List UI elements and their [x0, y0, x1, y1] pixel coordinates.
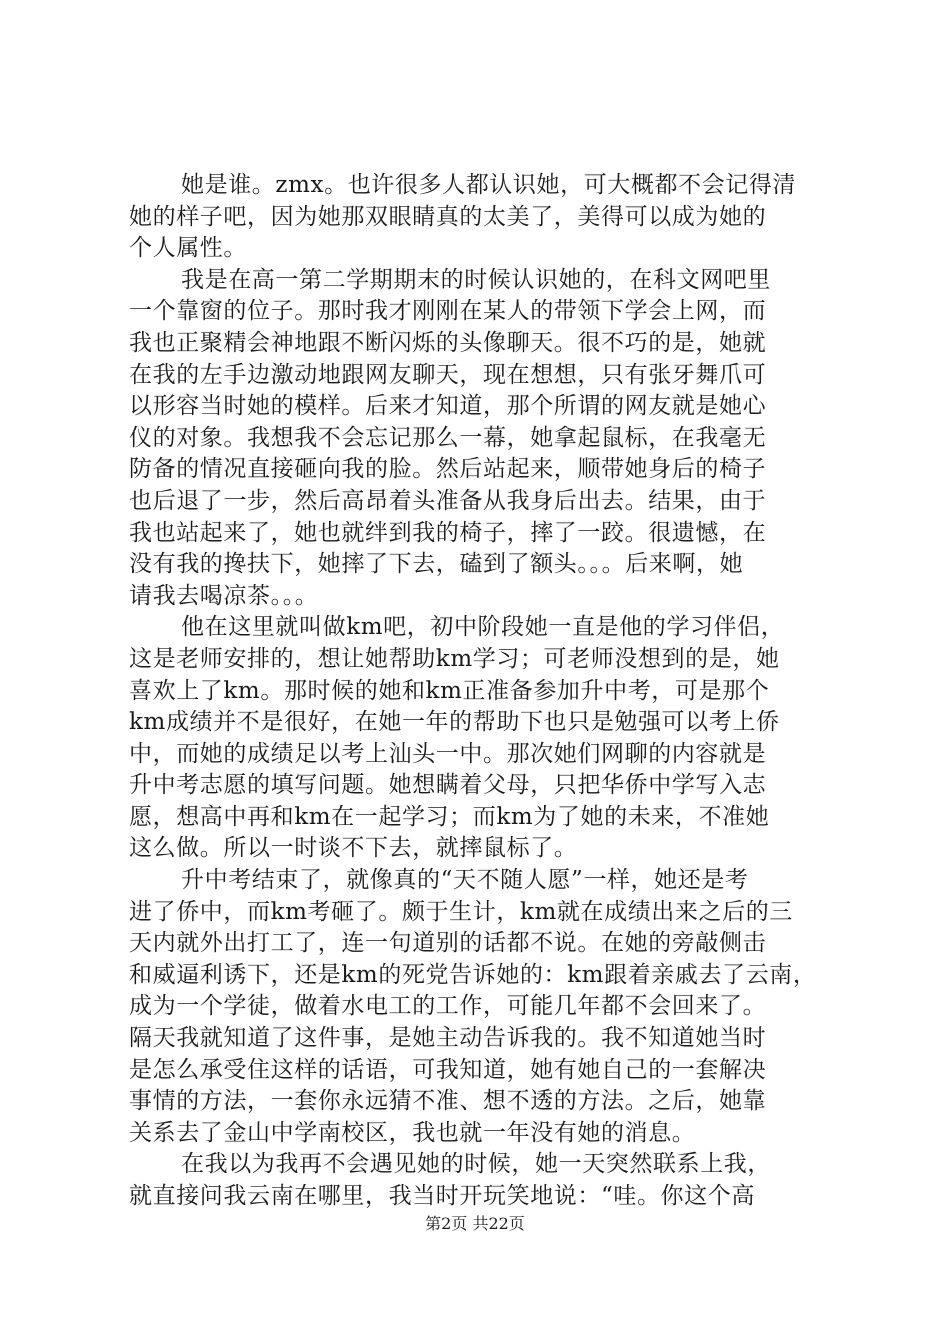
text-line: 中，而她的成绩足以考上汕头一中。那次她们网聊的内容就是: [129, 740, 767, 767]
text-line: 以形容当时她的模样。后来才知道，那个所谓的网友就是她心: [129, 393, 767, 420]
text-line: 我是在高一第二学期期末的时候认识她的，在科文网吧里: [181, 266, 771, 293]
text-line: 事情的方法，一套你永远猜不准、想不透的方法。之后，她靠: [129, 1088, 767, 1115]
text-line: 隔天我就知道了这件事，是她主动告诉我的。我不知道她当时: [129, 1025, 767, 1052]
text-line: 这是老师安排的，想让她帮助km学习；可老师没想到的是，她: [129, 645, 780, 672]
text-line: 是怎么承受住这样的话语，可我知道，她有她自己的一套解决: [129, 1056, 767, 1083]
body-text: [129, 170, 829, 1213]
text-line: 升中考结束了，就像真的“天不随人愿”一样，她还是考: [181, 867, 749, 894]
text-line: 防备的情况直接砸向我的脸。然后站起来，顺带她身后的椅子: [129, 456, 767, 483]
text-line: 关系去了金山中学南校区，我也就一年没有她的消息。: [129, 1119, 696, 1146]
text-line: 我也站起来了，她也就绊到我的椅子，摔了一跤。很遗憾，在: [129, 519, 767, 546]
text-line: 也后退了一步，然后高昂着头准备从我身后出去。结果，由于: [129, 487, 767, 514]
text-line: 就直接问我云南在哪里，我当时开玩笑地说：“哇。你这个高: [129, 1183, 755, 1209]
text-line: 仪的对象。我想我不会忘记那么一幕，她拿起鼠标，在我毫无: [129, 424, 767, 451]
text-line: 请我去喝凉茶。。。: [129, 582, 319, 609]
text-line: 进了侨中，而km考砸了。颇于生计，km就在成绩出来之后的三: [129, 898, 793, 925]
text-line: 天内就外出打工了，连一句道别的话都不说。在她的旁敲侧击: [129, 930, 767, 957]
text-line: 在我的左手边激动地跟网友聊天，现在想想，只有张牙舞爪可: [129, 361, 767, 388]
text-line: 成为一个学徒，做着水电工的工作，可能几年都不会回来了。: [129, 993, 767, 1020]
text-line: 喜欢上了km。那时候的她和km正准备参加升中考，可是那个: [129, 677, 770, 704]
text-line: 愿，想高中再和km在一起学习；而km为了她的未来，不准她: [129, 803, 770, 830]
text-line: 我也正聚精会神地跟不断闪烁的头像聊天。很不巧的是，她就: [129, 329, 767, 356]
text-line: 在我以为我再不会遇见她的时候，她一天突然联系上我，: [181, 1151, 771, 1178]
text-line: 和威逼利诱下，还是km的死党告诉她的：km跟着亲戚去了云南，: [129, 961, 817, 988]
text-line: 这么做。所以一时谈不下去，就摔鼠标了。: [129, 835, 578, 862]
text-line: 升中考志愿的填写问题。她想瞒着父母，只把华侨中学写入志: [129, 772, 767, 799]
text-line: 她是谁。zmx。也许很多人都认识她，可大概都不会记得清: [181, 172, 797, 198]
text-line: km成绩并不是很好，在她一年的帮助下也只是勉强可以考上侨: [129, 709, 780, 736]
page-number-footer: 第2页 共22页: [425, 1214, 525, 1233]
text-line: 一个靠窗的位子。那时我才刚刚在某人的带领下学会上网，而: [129, 298, 767, 325]
text-line: 个人属性。: [129, 235, 247, 262]
text-line: 没有我的搀扶下，她摔了下去，磕到了额头。。。后来啊，她: [129, 551, 744, 578]
text-line: 他在这里就叫做km吧，初中阶段她一直是他的学习伴侣，: [181, 614, 785, 641]
text-line: 她的样子吧，因为她那双眼睛真的太美了，美得可以成为她的: [129, 203, 767, 230]
